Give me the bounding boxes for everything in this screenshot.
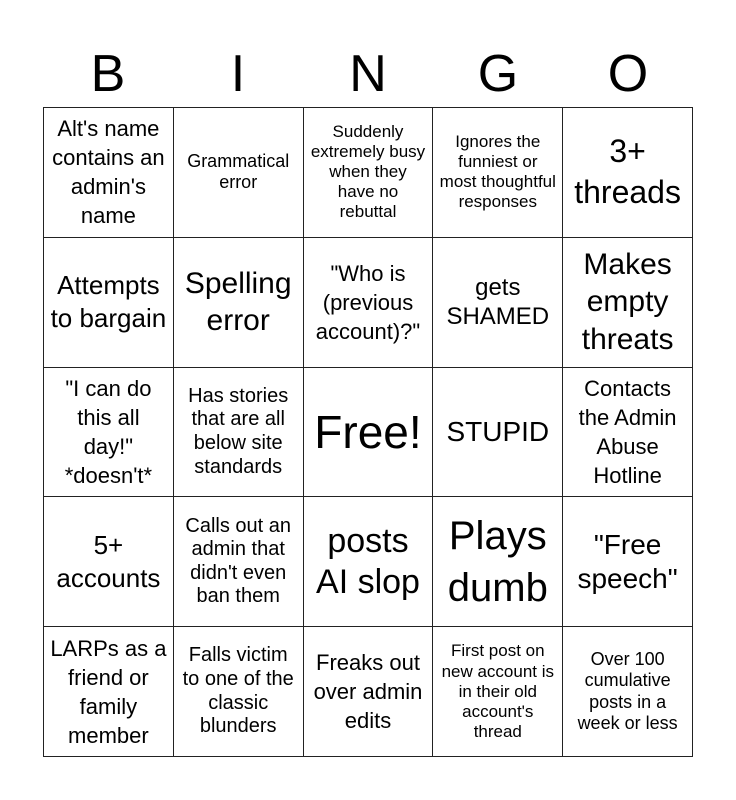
bingo-cell-r2c3[interactable]: "Who is (previous account)?" <box>304 238 434 368</box>
bingo-cell-r3c1[interactable]: "I can do this all day!" *doesn't* <box>44 368 174 498</box>
header-letter-i: I <box>230 45 246 103</box>
bingo-cell-r3c4[interactable]: STUPID <box>433 368 563 498</box>
bingo-card <box>43 107 693 757</box>
bingo-cell-r2c4[interactable]: gets SHAMED <box>433 238 563 368</box>
bingo-cell-r1c1[interactable]: Alt's name contains an admin's name <box>44 108 174 238</box>
bingo-cell-r4c1[interactable]: 5+ accounts <box>44 497 174 627</box>
bingo-cell-r3c2[interactable]: Has stories that are all below site standards <box>174 368 304 498</box>
bingo-cell-r4c4[interactable]: Plays dumb <box>433 497 563 627</box>
header-letter-b: B <box>90 45 126 103</box>
bingo-cell-r4c2[interactable]: Calls out an admin that didn't even ban them <box>174 497 304 627</box>
bingo-cell-r2c1[interactable]: Attempts to bargain <box>44 238 174 368</box>
bingo-header <box>43 40 693 108</box>
bingo-cell-r1c4[interactable]: Ignores the funniest or most thoughtful responses <box>433 108 563 238</box>
bingo-cell-r3c5[interactable]: Contacts the Admin Abuse Hotline <box>563 368 693 498</box>
header-letter-o: O <box>607 45 649 103</box>
bingo-cell-r5c5[interactable]: Over 100 cumulative posts in a week or less <box>563 627 693 757</box>
bingo-cell-r5c3[interactable]: Freaks out over admin edits <box>304 627 434 757</box>
bingo-cell-r4c5[interactable]: "Free speech" <box>563 497 693 627</box>
header-letter-n: N <box>349 45 387 103</box>
bingo-cell-r2c2[interactable]: Spelling error <box>174 238 304 368</box>
bingo-cell-r4c3[interactable]: posts AI slop <box>304 497 434 627</box>
bingo-cell-r2c5[interactable]: Makes empty threats <box>563 238 693 368</box>
bingo-cell-r5c4[interactable]: First post on new account is in their old account's thread <box>433 627 563 757</box>
bingo-cell-r5c1[interactable]: LARPs as a friend or family member <box>44 627 174 757</box>
bingo-cell-free[interactable]: Free! <box>304 368 434 498</box>
bingo-cell-r5c2[interactable]: Falls victim to one of the classic blunders <box>174 627 304 757</box>
bingo-cell-r1c3[interactable]: Suddenly extremely busy when they have no rebuttal <box>304 108 434 238</box>
bingo-cell-r1c5[interactable]: 3+ threads <box>563 108 693 238</box>
bingo-cell-r1c2[interactable]: Grammatical error <box>174 108 304 238</box>
header-letter-g: G <box>477 45 519 103</box>
